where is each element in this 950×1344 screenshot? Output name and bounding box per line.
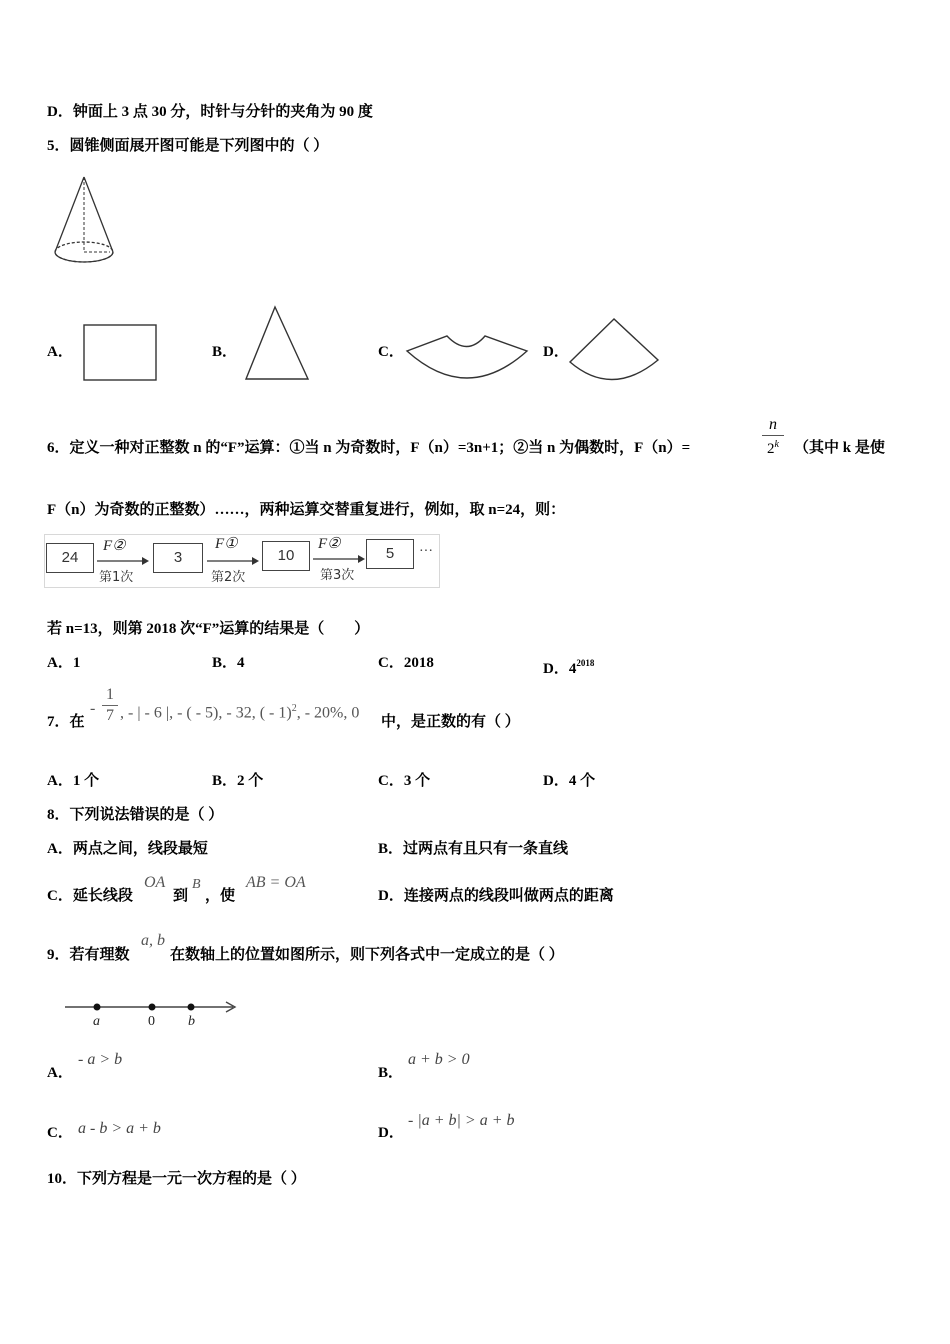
q7-frac-denominator: 7 bbox=[106, 707, 114, 724]
q6-option-a: A．1 bbox=[47, 655, 81, 671]
q6-frac-numerator: n bbox=[769, 416, 777, 433]
q7-prefix: 7．在 bbox=[47, 714, 85, 730]
q9-option-d: - |a + b| > a + b bbox=[408, 1112, 515, 1129]
q6-frac-den-exp: k bbox=[774, 439, 779, 450]
q9-option-b: a + b > 0 bbox=[408, 1051, 470, 1068]
q7-fraction bbox=[100, 686, 120, 725]
flow-box-2: 3 bbox=[153, 543, 203, 573]
q9-prefix: 9．若有理数 bbox=[47, 947, 130, 963]
q10-stem: 10．下列方程是一元一次方程的是（ ） bbox=[47, 1171, 306, 1187]
q7-frac-numerator: 1 bbox=[106, 686, 114, 703]
axis-label-0: 0 bbox=[148, 1014, 155, 1029]
q6-option-d-exponent: 2018 bbox=[576, 658, 595, 668]
q9-option-c: a - b > a + b bbox=[78, 1120, 161, 1137]
q9-option-a: - a > b bbox=[78, 1051, 123, 1068]
flow-arrow-3 bbox=[312, 554, 367, 564]
q6-option-d-base: D．4 bbox=[543, 661, 577, 677]
q6-frac-denominator bbox=[756, 437, 790, 457]
q5-label-d: D． bbox=[543, 344, 569, 360]
q6-frac-bar bbox=[762, 435, 784, 436]
q6-stem-part2: （其中 k 是使 bbox=[794, 440, 885, 456]
q6-fraction bbox=[756, 416, 790, 457]
flow-op-3: F② bbox=[318, 536, 341, 552]
q9-vars: a, b bbox=[141, 932, 165, 949]
flow-box-1: 24 bbox=[46, 543, 94, 573]
q7-frac-bar bbox=[102, 705, 118, 706]
flow-ellipsis: ··· bbox=[419, 544, 433, 559]
q5-shape-sector bbox=[569, 318, 661, 384]
q7-expr-main: , - | - 6 |, - ( - 5), - 32, ( - 1) bbox=[120, 704, 292, 722]
q7-expr-exponent: 2 bbox=[291, 703, 297, 714]
q7-expression bbox=[120, 700, 359, 722]
q9-label-d: D． bbox=[378, 1125, 404, 1141]
q5-shape-triangle bbox=[244, 305, 310, 381]
q6-stem-part3: F（n）为奇数的正整数）……，两种运算交替重复进行，例如，取 n=24，则： bbox=[47, 502, 566, 518]
flow-arrow-2 bbox=[206, 556, 261, 566]
q5-label-c: C． bbox=[378, 344, 404, 360]
q6-option-c: C．2018 bbox=[378, 655, 434, 671]
q7-suffix: 中，是正数的有（ ） bbox=[381, 714, 520, 730]
flow-box-3: 10 bbox=[262, 541, 310, 571]
q8-option-c-mid: 到 bbox=[173, 888, 189, 904]
flow-step-3: 第3次 bbox=[320, 568, 355, 583]
q5-shape-rectangle bbox=[83, 324, 158, 382]
q6-frac-den-base: 2 bbox=[767, 441, 775, 457]
flow-op-2: F① bbox=[215, 536, 238, 552]
q9-label-a: A． bbox=[47, 1065, 73, 1081]
q7-option-b: B．2 个 bbox=[212, 773, 264, 789]
q8-option-c-equation: AB = OA bbox=[246, 874, 306, 891]
q5-stem: 5．圆锥侧面展开图可能是下列图中的（ ） bbox=[47, 138, 329, 154]
q8-option-c-oa: OA bbox=[144, 874, 166, 891]
q8-option-c-use: ，使 bbox=[205, 888, 236, 904]
q8-option-a: A．两点之间，线段最短 bbox=[47, 841, 208, 857]
cone-figure bbox=[50, 175, 130, 270]
q7-option-a: A．1 个 bbox=[47, 773, 100, 789]
axis-label-b: b bbox=[188, 1014, 195, 1029]
flow-step-2: 第2次 bbox=[211, 570, 246, 585]
axis-label-a: a bbox=[93, 1014, 100, 1029]
q6-stem-part1: 6．定义一种对正整数 n 的“F”运算：①当 n 为奇数时，F（n）=3n+1；②当 n 为偶数时，F（n）= bbox=[47, 440, 691, 456]
q5-label-a: A． bbox=[47, 344, 73, 360]
q9-label-c: C． bbox=[47, 1125, 73, 1141]
q7-expr-tail: , - 20%, 0 bbox=[296, 704, 360, 722]
q9-label-b: B． bbox=[378, 1065, 404, 1081]
q5-shape-annular-sector bbox=[405, 333, 529, 383]
flow-arrow-1 bbox=[96, 556, 151, 566]
q7-minus: - bbox=[90, 700, 96, 717]
q6-question: 若 n=13，则第 2018 次“F”运算的结果是（ ） bbox=[47, 621, 370, 637]
q6-option-b: B．4 bbox=[212, 655, 245, 671]
q7-option-d: D．4 个 bbox=[543, 773, 596, 789]
q8-option-d: D．连接两点的线段叫做两点的距离 bbox=[378, 888, 614, 904]
flow-step-1: 第1次 bbox=[99, 570, 134, 585]
q6-option-d bbox=[543, 654, 594, 678]
q4-option-d: D．钟面上 3 点 30 分，时针与分针的夹角为 90 度 bbox=[47, 104, 373, 120]
q8-option-c-b: B bbox=[192, 877, 201, 892]
q9-suffix: 在数轴上的位置如图所示，则下列各式中一定成立的是（ ） bbox=[170, 947, 564, 963]
q5-label-b: B． bbox=[212, 344, 238, 360]
flow-box-4: 5 bbox=[366, 539, 414, 569]
q8-option-b: B．过两点有且只有一条直线 bbox=[378, 841, 569, 857]
q8-stem: 8．下列说法错误的是（ ） bbox=[47, 807, 224, 823]
flow-op-1: F② bbox=[103, 538, 126, 554]
q7-option-c: C．3 个 bbox=[378, 773, 431, 789]
q8-option-c-prefix: C．延长线段 bbox=[47, 888, 133, 904]
